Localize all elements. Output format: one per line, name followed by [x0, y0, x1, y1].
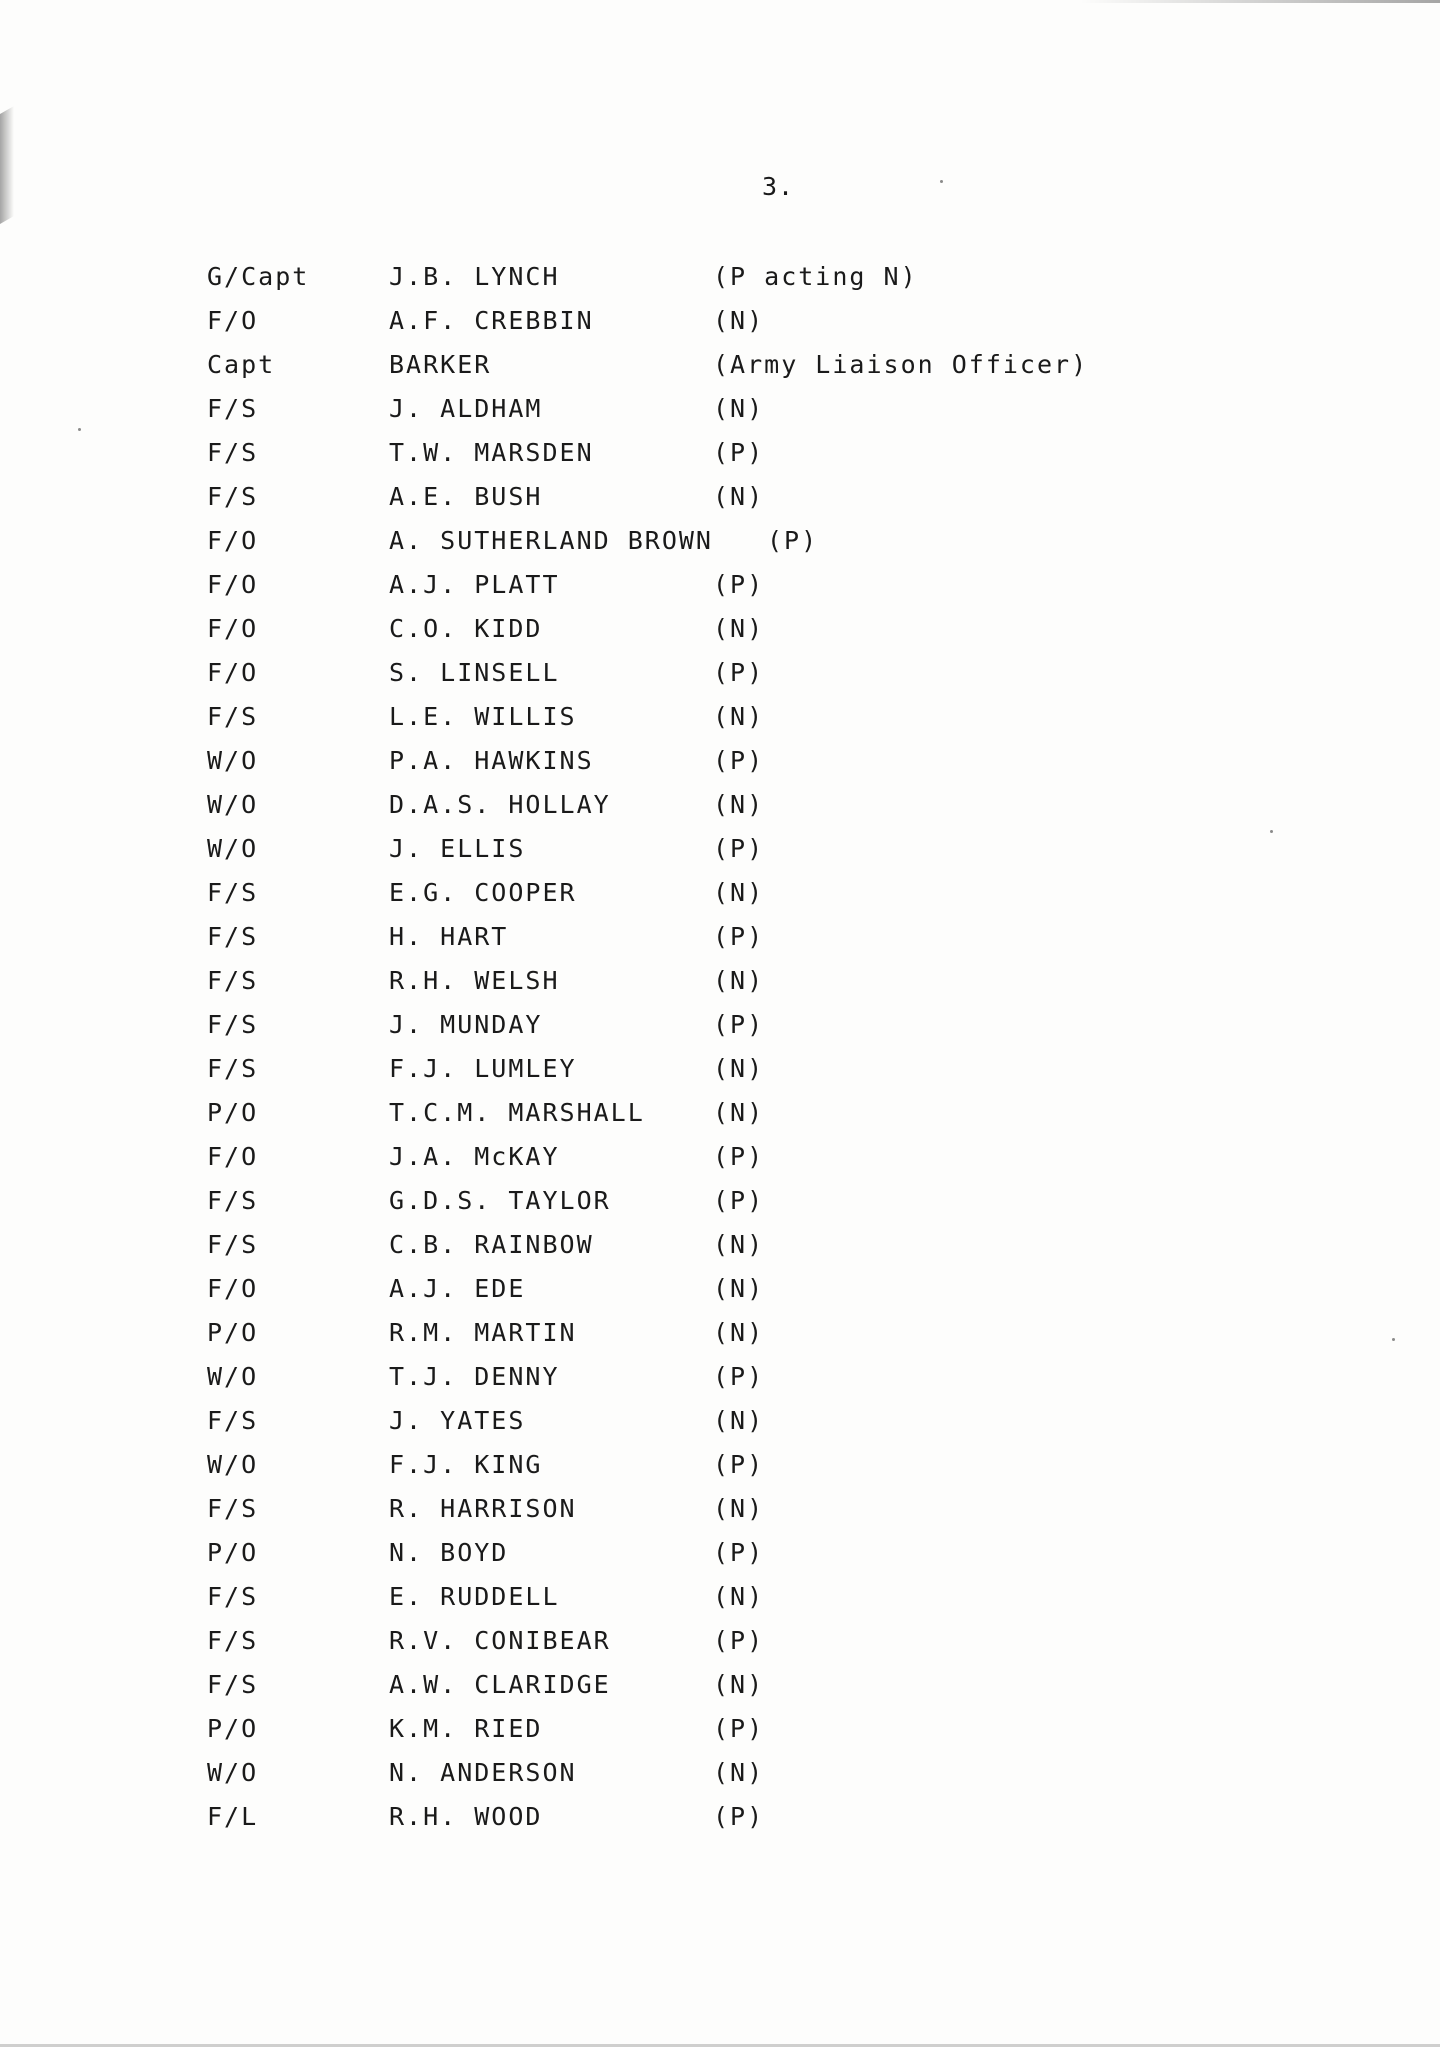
- roster-row: [207, 702, 1207, 746]
- scan-edge-shadow-top: [1080, 0, 1440, 3]
- person-name: A.J. EDE: [389, 1274, 526, 1303]
- rank-label: F/S: [207, 1010, 259, 1039]
- crew-role: (N): [713, 1670, 765, 1699]
- rank-label: F/O: [207, 1274, 259, 1303]
- person-name: P.A. HAWKINS: [389, 746, 594, 775]
- person-name: D.A.S. HOLLAY: [389, 790, 611, 819]
- rank-label: W/O: [207, 790, 259, 819]
- crew-role: (P): [713, 1538, 765, 1567]
- scan-edge-shadow-left: [0, 106, 14, 224]
- roster-row: [207, 394, 1207, 438]
- crew-role: (P): [713, 570, 765, 599]
- scan-speck: [1270, 830, 1273, 833]
- rank-label: F/S: [207, 922, 259, 951]
- roster-row: [207, 482, 1207, 526]
- crew-role: (P): [713, 1186, 765, 1215]
- person-name: A.W. CLARIDGE: [389, 1670, 611, 1699]
- person-name: J. ELLIS: [389, 834, 526, 863]
- person-name: R.V. CONIBEAR: [389, 1626, 611, 1655]
- rank-label: F/S: [207, 1186, 259, 1215]
- rank-label: F/S: [207, 1670, 259, 1699]
- person-name: S. LINSELL: [389, 658, 560, 687]
- person-name: T.W. MARSDEN: [389, 438, 594, 467]
- crew-role: (P): [713, 658, 765, 687]
- crew-role: (N): [713, 1582, 765, 1611]
- crew-role: (N): [713, 1230, 765, 1259]
- roster-row: [207, 1274, 1207, 1318]
- rank-label: F/S: [207, 1406, 259, 1435]
- person-name: R.H. WOOD: [389, 1802, 543, 1831]
- rank-label: G/Capt: [207, 262, 310, 291]
- rank-label: P/O: [207, 1714, 259, 1743]
- person-name: F.J. KING: [389, 1450, 543, 1479]
- rank-label: P/O: [207, 1538, 259, 1567]
- crew-role: (N): [713, 394, 765, 423]
- roster-row: [207, 306, 1207, 350]
- roster-row: [207, 1758, 1207, 1802]
- scan-speck: [78, 428, 81, 431]
- roster-row: [207, 834, 1207, 878]
- scan-speck: [1392, 1338, 1395, 1341]
- roster-row: [207, 1582, 1207, 1626]
- person-name: F.J. LUMLEY: [389, 1054, 577, 1083]
- rank-label: F/S: [207, 1230, 259, 1259]
- crew-role: (P): [713, 438, 765, 467]
- crew-role: (Army Liaison Officer): [713, 350, 1089, 379]
- roster-row: [207, 1714, 1207, 1758]
- person-name: A. SUTHERLAND BROWN: [389, 526, 713, 555]
- roster-row: [207, 1318, 1207, 1362]
- rank-label: W/O: [207, 746, 259, 775]
- person-name: N. ANDERSON: [389, 1758, 577, 1787]
- person-name: C.B. RAINBOW: [389, 1230, 594, 1259]
- person-name: J.B. LYNCH: [389, 262, 560, 291]
- person-name: R.M. MARTIN: [389, 1318, 577, 1347]
- rank-label: W/O: [207, 1362, 259, 1391]
- person-name: A.E. BUSH: [389, 482, 543, 511]
- rank-label: F/S: [207, 1582, 259, 1611]
- crew-role: (N): [713, 1274, 765, 1303]
- rank-label: F/S: [207, 482, 259, 511]
- person-name: J.A. McKAY: [389, 1142, 560, 1171]
- roster-row: [207, 1802, 1207, 1846]
- person-name: T.C.M. MARSHALL: [389, 1098, 645, 1127]
- rank-label: F/S: [207, 1626, 259, 1655]
- crew-role: (N): [713, 966, 765, 995]
- crew-role: (N): [713, 306, 765, 335]
- rank-label: F/O: [207, 306, 259, 335]
- crew-role: (P): [713, 1362, 765, 1391]
- person-name: K.M. RIED: [389, 1714, 543, 1743]
- roster-row: [207, 1054, 1207, 1098]
- roster-row: [207, 1450, 1207, 1494]
- crew-role: (N): [713, 1098, 765, 1127]
- crew-role: (P): [713, 1450, 765, 1479]
- crew-role: (P): [713, 1142, 765, 1171]
- crew-role: (N): [713, 878, 765, 907]
- page-number: 3.: [762, 172, 795, 201]
- roster-row: [207, 1626, 1207, 1670]
- roster-row: [207, 1186, 1207, 1230]
- roster-row: [207, 746, 1207, 790]
- person-name: G.D.S. TAYLOR: [389, 1186, 611, 1215]
- rank-label: W/O: [207, 1758, 259, 1787]
- crew-role: (N): [713, 1406, 765, 1435]
- crew-roster: [207, 262, 1207, 1846]
- rank-label: P/O: [207, 1098, 259, 1127]
- crew-role: (N): [713, 1758, 765, 1787]
- roster-row: [207, 658, 1207, 702]
- rank-label: F/O: [207, 658, 259, 687]
- person-name: BARKER: [389, 350, 492, 379]
- roster-row: [207, 1406, 1207, 1450]
- crew-role: (P): [713, 1802, 765, 1831]
- person-name: R. HARRISON: [389, 1494, 577, 1523]
- crew-role: (P): [713, 1714, 765, 1743]
- person-name: E. RUDDELL: [389, 1582, 560, 1611]
- crew-role: (N): [713, 614, 765, 643]
- rank-label: F/S: [207, 702, 259, 731]
- person-name: L.E. WILLIS: [389, 702, 577, 731]
- rank-label: F/O: [207, 526, 259, 555]
- person-name: E.G. COOPER: [389, 878, 577, 907]
- roster-row: [207, 1670, 1207, 1714]
- person-name: C.O. KIDD: [389, 614, 543, 643]
- crew-role: (P): [713, 922, 765, 951]
- person-name: T.J. DENNY: [389, 1362, 560, 1391]
- roster-row: [207, 614, 1207, 658]
- rank-label: F/L: [207, 1802, 259, 1831]
- roster-row: [207, 350, 1207, 394]
- rank-label: F/S: [207, 1054, 259, 1083]
- roster-row: [207, 1538, 1207, 1582]
- crew-role: (P): [713, 1010, 765, 1039]
- rank-label: P/O: [207, 1318, 259, 1347]
- crew-role: (P acting N): [713, 262, 918, 291]
- roster-row: [207, 922, 1207, 966]
- rank-label: F/S: [207, 878, 259, 907]
- rank-label: F/S: [207, 1494, 259, 1523]
- roster-row: [207, 262, 1207, 306]
- roster-row: [207, 570, 1207, 614]
- rank-label: F/O: [207, 570, 259, 599]
- roster-row: [207, 1010, 1207, 1054]
- crew-role: (P): [713, 746, 765, 775]
- rank-label: Capt: [207, 350, 276, 379]
- rank-label: F/S: [207, 966, 259, 995]
- crew-role: (N): [713, 790, 765, 819]
- person-name: J. ALDHAM: [389, 394, 543, 423]
- roster-row: [207, 1098, 1207, 1142]
- person-name: J. MUNDAY: [389, 1010, 543, 1039]
- person-name: N. BOYD: [389, 1538, 509, 1567]
- crew-role: (P): [713, 1626, 765, 1655]
- rank-label: F/S: [207, 394, 259, 423]
- rank-label: F/S: [207, 438, 259, 467]
- rank-label: W/O: [207, 1450, 259, 1479]
- rank-label: F/O: [207, 614, 259, 643]
- scan-speck: [940, 180, 943, 183]
- roster-row: [207, 438, 1207, 482]
- crew-role: (P): [767, 526, 819, 555]
- rank-label: F/O: [207, 1142, 259, 1171]
- person-name: A.J. PLATT: [389, 570, 560, 599]
- roster-row: [207, 1362, 1207, 1406]
- roster-row: [207, 1230, 1207, 1274]
- crew-role: (N): [713, 1054, 765, 1083]
- person-name: R.H. WELSH: [389, 966, 560, 995]
- roster-row: [207, 1142, 1207, 1186]
- roster-row: [207, 790, 1207, 834]
- roster-row: [207, 878, 1207, 922]
- crew-role: (N): [713, 1318, 765, 1347]
- person-name: A.F. CREBBIN: [389, 306, 594, 335]
- crew-role: (N): [713, 1494, 765, 1523]
- crew-role: (P): [713, 834, 765, 863]
- person-name: J. YATES: [389, 1406, 526, 1435]
- person-name: H. HART: [389, 922, 509, 951]
- rank-label: W/O: [207, 834, 259, 863]
- roster-row: [207, 526, 1207, 570]
- crew-role: (N): [713, 702, 765, 731]
- crew-role: (N): [713, 482, 765, 511]
- roster-row: [207, 966, 1207, 1010]
- roster-row: [207, 1494, 1207, 1538]
